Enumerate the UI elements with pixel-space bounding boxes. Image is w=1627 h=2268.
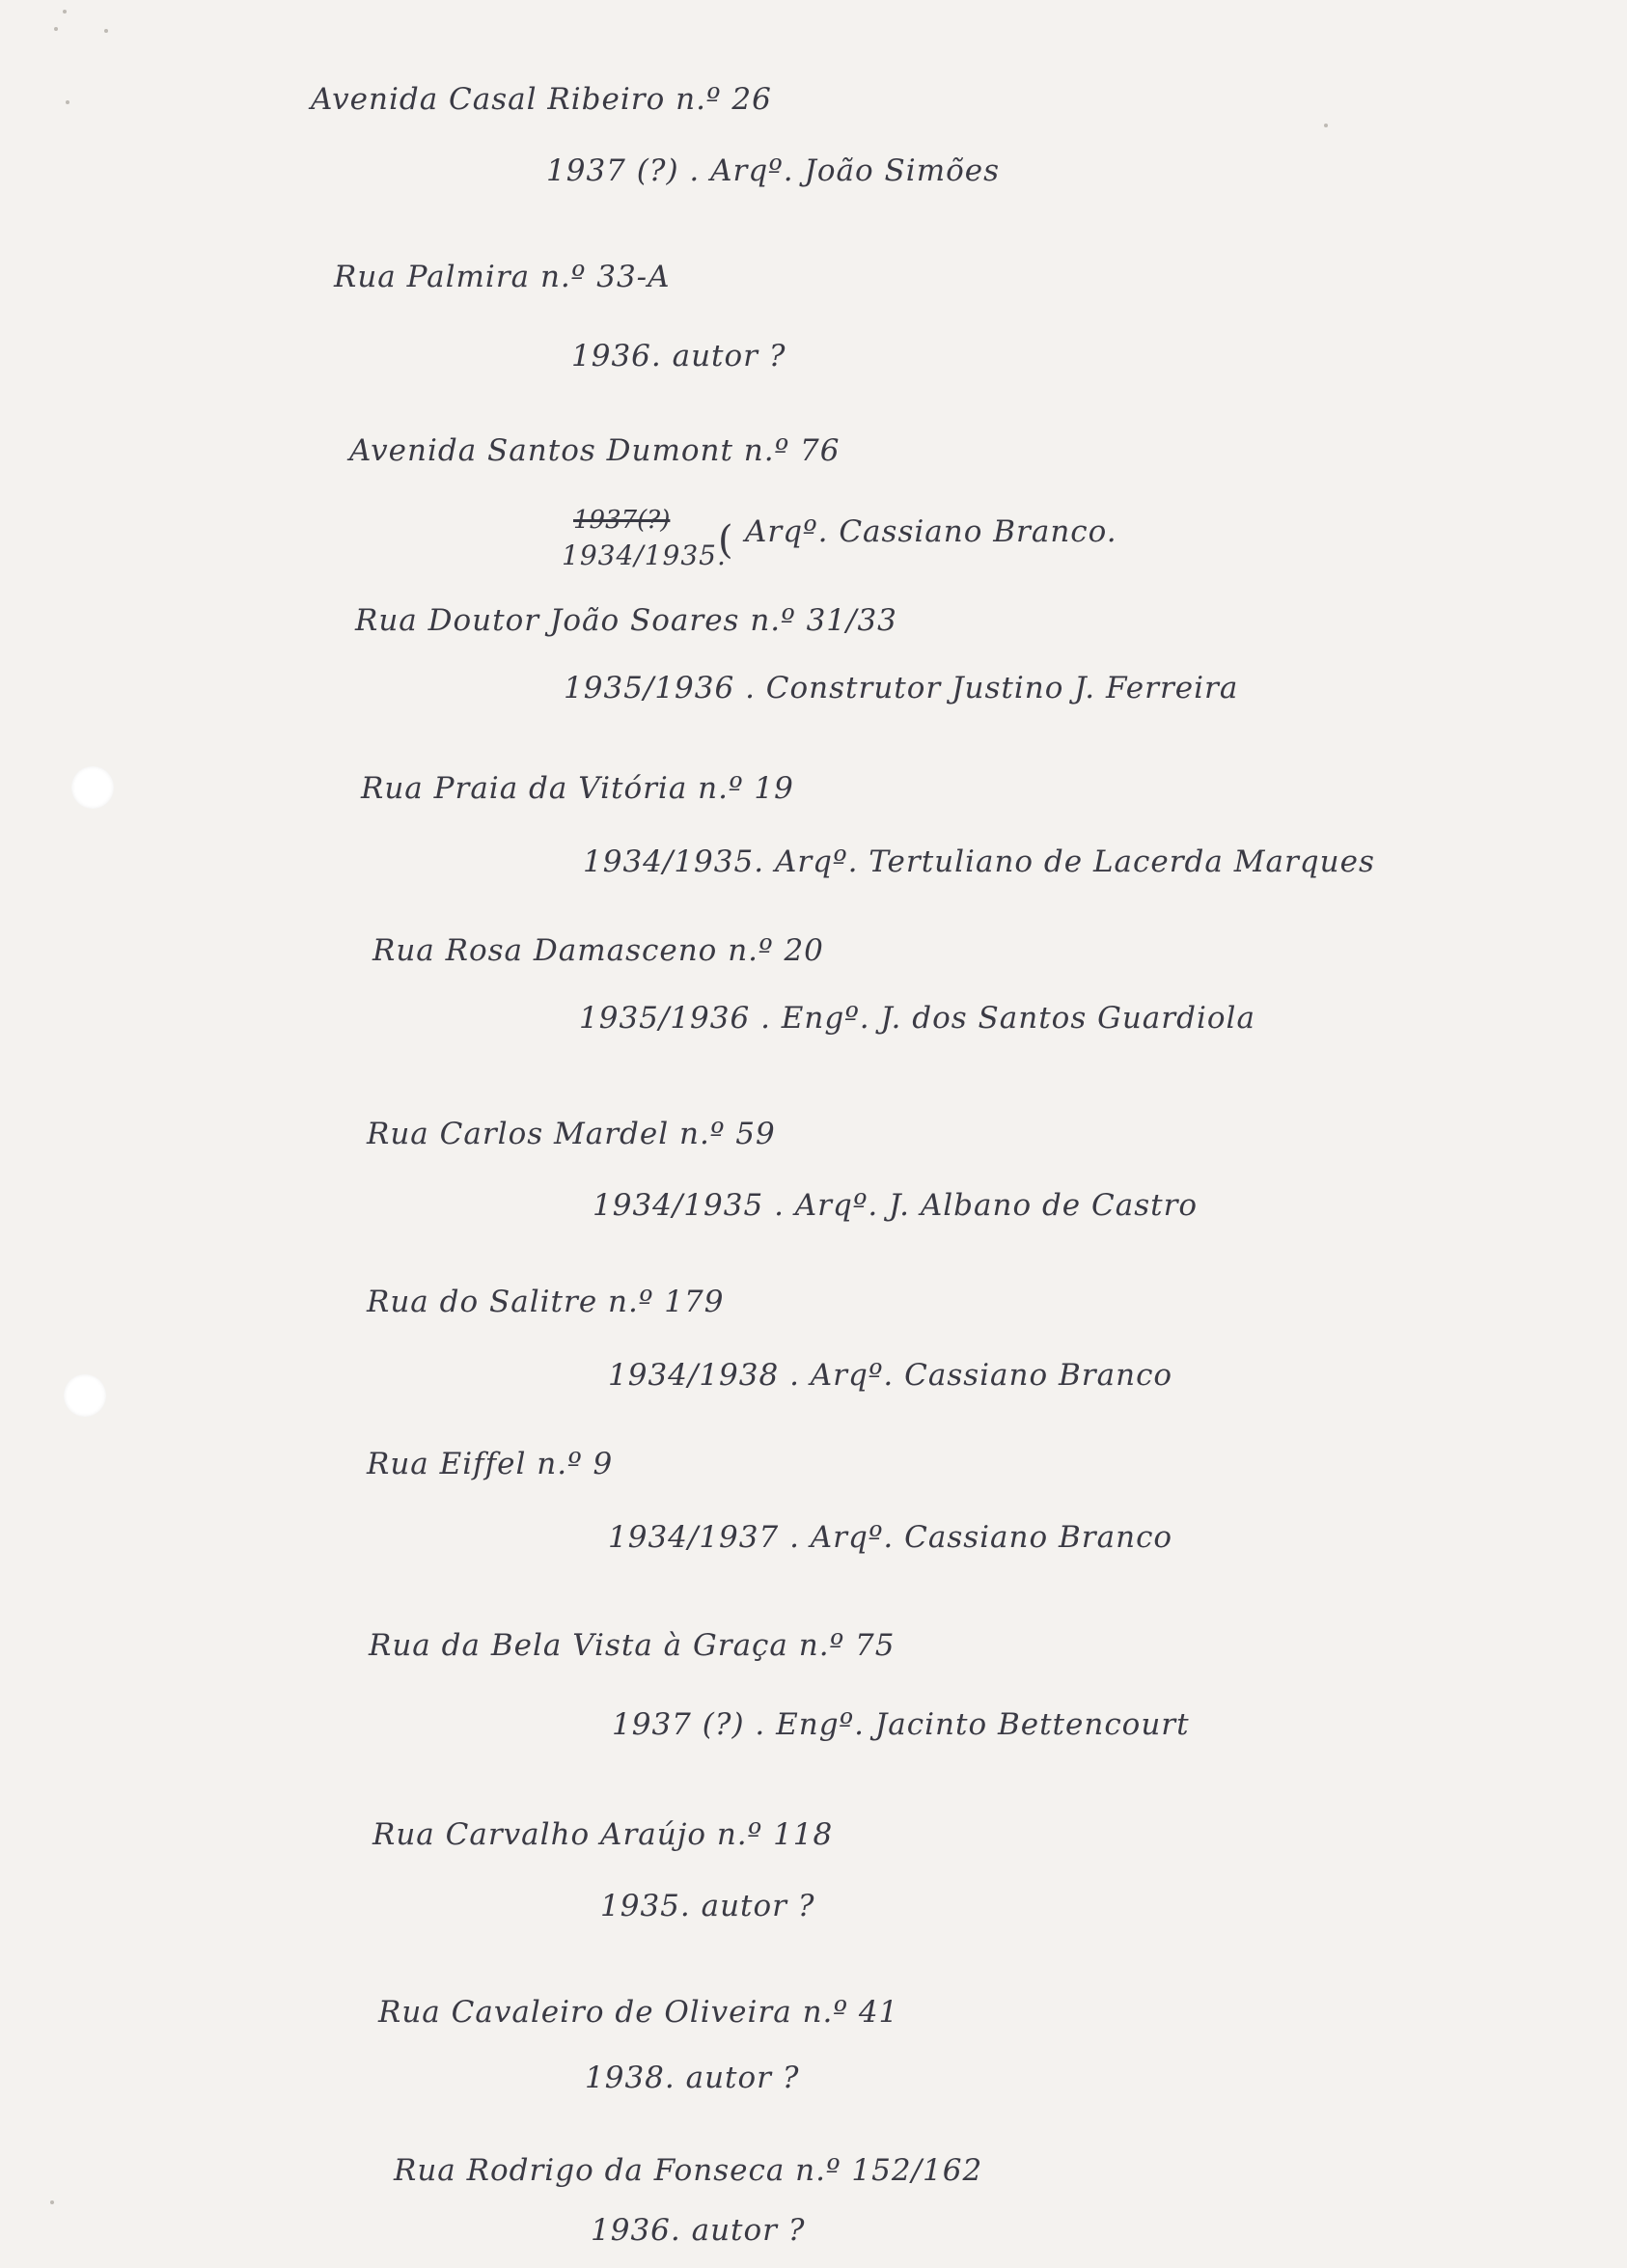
entry-address: Avenida Santos Dumont n.º 76 (349, 433, 841, 468)
entry-details: 1934/1935. Arqº. Tertuliano de Lacerda Marques (583, 844, 1375, 879)
entry-address: Rua Cavaleiro de Oliveira n.º 41 (378, 1995, 899, 2030)
entry-address: Rua Carvalho Araújo n.º 118 (372, 1817, 834, 1852)
entry-details: 1936. autor ? (591, 2213, 806, 2248)
entry-address: Rua Praia da Vitória n.º 19 (361, 771, 794, 806)
entry-address: Rua do Salitre n.º 179 (367, 1285, 725, 1319)
entry-details: 1935/1936 . Construtor Justino J. Ferreira (564, 671, 1239, 705)
entry-details: 1934/1938 . Arqº. Cassiano Branco (608, 1358, 1173, 1393)
paper-speck (1324, 124, 1328, 127)
entry-details-date: 1934/1935. (562, 539, 727, 571)
entry-address: Rua Doutor João Soares n.º 31/33 (355, 603, 897, 638)
entry-details: 1935/1936 . Engº. J. dos Santos Guardiola (579, 1001, 1255, 1036)
paper-speck (63, 10, 67, 14)
paper-speck (66, 100, 69, 104)
entry-address: Rua Eiffel n.º 9 (367, 1447, 614, 1481)
entry-address: Rua Rosa Damasceno n.º 20 (372, 933, 824, 968)
entry-address: Rua Rodrigo da Fonseca n.º 152/162 (394, 2153, 983, 2188)
paper-speck (104, 29, 108, 33)
entry-details: 1938. autor ? (585, 2061, 800, 2095)
entry-details: Arqº. Cassiano Branco. (745, 514, 1117, 549)
entry-details: 1934/1935 . Arqº. J. Albano de Castro (593, 1188, 1199, 1223)
entry-details: 1935. autor ? (600, 1889, 815, 1923)
paper-speck (50, 2200, 54, 2204)
bracket-mark: ( (718, 518, 733, 563)
punch-hole-bottom (64, 1374, 106, 1417)
paper-speck (54, 27, 58, 31)
entry-address: Rua Carlos Mardel n.º 59 (367, 1117, 776, 1151)
entry-details: 1934/1937 . Arqº. Cassiano Branco (608, 1520, 1173, 1555)
entry-details: 1937 (?) . Arqº. João Simões (546, 153, 1001, 188)
entry-address: Rua Palmira n.º 33-A (334, 260, 671, 294)
entry-details: 1936. autor ? (571, 339, 786, 373)
entry-details: 1937 (?) . Engº. Jacinto Bettencourt (612, 1707, 1190, 1742)
entry-address: Rua da Bela Vista à Graça n.º 75 (369, 1628, 896, 1663)
struck-date: 1937(?) (573, 506, 671, 535)
entry-address: Avenida Casal Ribeiro n.º 26 (311, 82, 772, 117)
punch-hole-top (71, 766, 114, 809)
